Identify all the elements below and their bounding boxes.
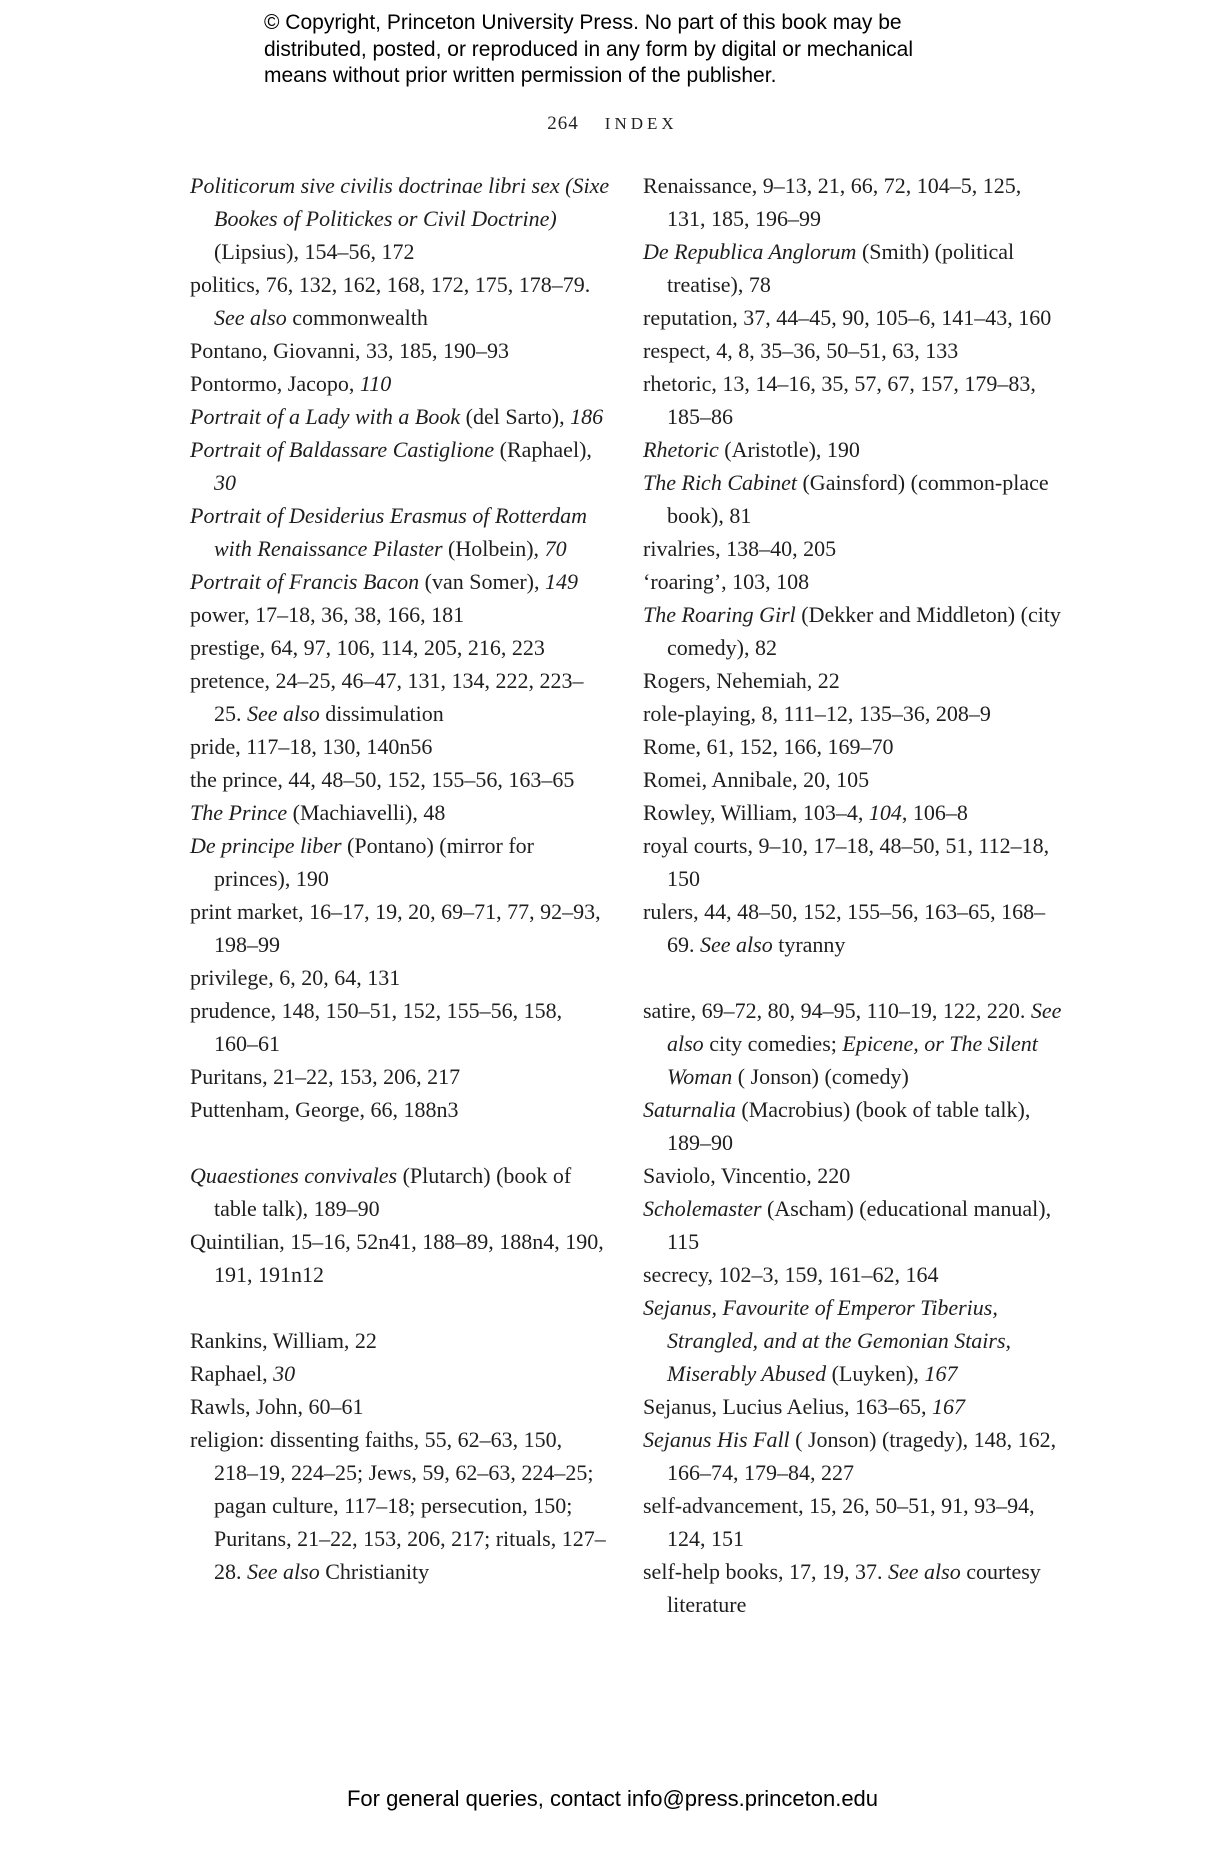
index-entry: [190, 268, 610, 334]
index-entry: [643, 598, 1063, 664]
entry-italic-text: 186: [570, 404, 604, 429]
index-entry: [190, 895, 610, 961]
entry-text: dissimulation: [319, 701, 444, 726]
entry-text: the prince, 44, 48–50, 152, 155–56, 163–65: [190, 767, 575, 792]
entry-text: pretence, 24–25, 46–47, 131, 134, 222, 223–25.: [190, 668, 584, 726]
index-entry: [190, 1324, 610, 1357]
index-entry: [190, 334, 610, 367]
index-entry: [190, 367, 610, 400]
entry-text: , 106–8: [901, 800, 968, 825]
entry-text: ( Jonson) (comedy): [732, 1064, 909, 1089]
entry-text: courtesy literature: [667, 1559, 1041, 1617]
entry-italic-text: Quaestiones convivales: [190, 1163, 398, 1188]
entry-italic-text: 30: [214, 470, 236, 495]
entry-italic-text: See also: [247, 701, 320, 726]
index-entry: [190, 499, 610, 565]
entry-italic-text: Rhetoric: [643, 437, 719, 462]
index-entry: [190, 169, 610, 268]
entry-italic-text: 30: [273, 1361, 296, 1386]
entry-text: rivalries, 138–40, 205: [643, 536, 837, 561]
index-entry: [190, 1423, 610, 1588]
entry-italic-text: The Rich Cabinet: [643, 470, 797, 495]
index-entry: [643, 1291, 1063, 1390]
entry-text: rulers, 44, 48–50, 152, 155–56, 163–65, 168–69.: [643, 899, 1046, 957]
index-entry: [643, 763, 1063, 796]
entry-italic-text: 104: [868, 800, 902, 825]
entry-text: Puttenham, George, 66, 188n3: [190, 1097, 459, 1122]
copyright-line: means without prior written permission of the publisher.: [264, 64, 777, 87]
entry-text: (Aristotle), 190: [718, 437, 860, 462]
page-number: 264: [547, 113, 579, 134]
index-entry: [190, 1159, 610, 1225]
entry-text: (Lipsius), 154–56, 172: [214, 239, 415, 264]
index-entry: [190, 961, 610, 994]
index-entry: [643, 433, 1063, 466]
index-entry: [190, 1060, 610, 1093]
entry-text: respect, 4, 8, 35–36, 50–51, 63, 133: [643, 338, 959, 363]
entry-text: self-help books, 17, 19, 37.: [643, 1559, 889, 1584]
letter-section-gap: [643, 961, 1063, 994]
entry-text: Sejanus, Lucius Aelius, 163–65,: [643, 1394, 933, 1419]
entry-text: Quintilian, 15–16, 52n41, 188–89, 188n4, 190, 191, 191n12: [190, 1229, 604, 1287]
entry-text: power, 17–18, 36, 38, 166, 181: [190, 602, 465, 627]
index-entry: [643, 895, 1063, 961]
entry-text: religion: dissenting faiths, 55, 62–63, 150, 218–19, 224–25; Jews, 59, 62–63, 224–25; pagan culture, 117–18; persecution, 150; Puritans, 21–22, 153, 206, 217; rituals, 127–28.: [190, 1427, 606, 1584]
letter-section-gap: [190, 1126, 610, 1159]
entry-text: Puritans, 21–22, 153, 206, 217: [190, 1064, 461, 1089]
index-entry: [190, 598, 610, 631]
entry-text: (Smith) (political treatise), 78: [667, 239, 1015, 297]
index-entry: [643, 367, 1063, 433]
index-entry: [190, 664, 610, 730]
index-entry: [190, 433, 610, 499]
index-entry: [190, 565, 610, 598]
entry-text: city comedies;: [703, 1031, 843, 1056]
letter-section-gap: [190, 1291, 610, 1324]
entry-italic-text: Portrait of Desiderius Erasmus of Rotterdam with Renaissance Pilaster: [190, 503, 588, 561]
entry-italic-text: Scholemaster: [643, 1196, 762, 1221]
index-entry: [643, 796, 1063, 829]
entry-text: pride, 117–18, 130, 140n56: [190, 734, 433, 759]
entry-italic-text: 110: [359, 371, 392, 396]
entry-italic-text: Saturnalia: [643, 1097, 736, 1122]
entry-text: (van Somer),: [419, 569, 546, 594]
index-column-left: [190, 169, 610, 1588]
entry-text: Rome, 61, 152, 166, 169–70: [643, 734, 894, 759]
entry-text: (Ascham) (educational manual), 115: [667, 1196, 1052, 1254]
entry-text: ‘roaring’, 103, 108: [643, 569, 810, 594]
entry-italic-text: Portrait of Francis Bacon: [190, 569, 420, 594]
index-entry: [190, 1390, 610, 1423]
entry-italic-text: The Prince: [190, 800, 288, 825]
entry-text: prudence, 148, 150–51, 152, 155–56, 158, 160–61: [190, 998, 563, 1056]
index-entry: [643, 466, 1063, 532]
entry-text: role-playing, 8, 111–12, 135–36, 208–9: [643, 701, 991, 726]
index-entry: [190, 400, 610, 433]
index-entry: [190, 1225, 610, 1291]
entry-text: (Holbein),: [442, 536, 545, 561]
entry-text: Rowley, William, 103–4,: [643, 800, 869, 825]
entry-italic-text: Sejanus, Favourite of Emperor Tiberius, Strangled, and at the Gemonian Stairs, Miserably Abused: [643, 1295, 1012, 1386]
entry-text: Renaissance, 9–13, 21, 66, 72, 104–5, 125, 131, 185, 196–99: [643, 173, 1022, 231]
index-entry: [190, 994, 610, 1060]
entry-text: commonwealth: [286, 305, 428, 330]
entry-italic-text: De Republica Anglorum: [643, 239, 857, 264]
entry-text: politics, 76, 132, 162, 168, 172, 175, 178–79.: [190, 272, 591, 297]
index-entry: [643, 829, 1063, 895]
entry-text: (Raphael),: [494, 437, 592, 462]
entry-text: Pontano, Giovanni, 33, 185, 190–93: [190, 338, 509, 363]
index-entry: [190, 631, 610, 664]
entry-text: (Pontano) (mirror for princes), 190: [214, 833, 534, 891]
entry-text: reputation, 37, 44–45, 90, 105–6, 141–43, 160: [643, 305, 1052, 330]
entry-text: rhetoric, 13, 14–16, 35, 57, 67, 157, 179–83, 185–86: [643, 371, 1036, 429]
entry-text: ( Jonson) (tragedy), 148, 162, 166–74, 179–84, 227: [667, 1427, 1057, 1485]
entry-italic-text: Portrait of Baldassare Castiglione: [190, 437, 495, 462]
index-entry: [190, 763, 610, 796]
index-entry: [643, 1423, 1063, 1489]
index-entry: [643, 565, 1063, 598]
entry-text: Rogers, Nehemiah, 22: [643, 668, 840, 693]
copyright-notice: [264, 10, 1024, 90]
entry-italic-text: Epicene, or The Silent Woman: [667, 1031, 1038, 1089]
entry-text: self-advancement, 15, 26, 50–51, 91, 93–94, 124, 151: [643, 1493, 1035, 1551]
entry-text: satire, 69–72, 80, 94–95, 110–19, 122, 220.: [643, 998, 1031, 1023]
entry-text: Rankins, William, 22: [190, 1328, 377, 1353]
entry-text: Raphael,: [190, 1361, 274, 1386]
entry-italic-text: 70: [544, 536, 567, 561]
index-entry: [643, 169, 1063, 235]
running-head: [0, 113, 1225, 135]
entry-italic-text: See also: [247, 1559, 320, 1584]
entry-italic-text: See also: [700, 932, 773, 957]
entry-text: Rawls, John, 60–61: [190, 1394, 364, 1419]
index-entry: [643, 235, 1063, 301]
index-entry: [643, 697, 1063, 730]
entry-italic-text: See also: [888, 1559, 961, 1584]
entry-italic-text: Portrait of a Lady with a Book: [190, 404, 461, 429]
entry-italic-text: See also: [667, 998, 1062, 1056]
entry-text: (Macrobius) (book of table talk), 189–90: [667, 1097, 1031, 1155]
index-column-right: [643, 169, 1063, 1621]
index-entry: [190, 1357, 610, 1390]
entry-italic-text: 167: [932, 1394, 966, 1419]
index-entry: [643, 1555, 1063, 1621]
entry-italic-text: See also: [214, 305, 287, 330]
index-entry: [643, 730, 1063, 763]
entry-text: (Luyken),: [826, 1361, 925, 1386]
copyright-line: distributed, posted, or reproduced in any form by digital or mechanical: [264, 37, 914, 61]
copyright-line: © Copyright, Princeton University Press. No part of this book may be: [264, 11, 902, 34]
index-entry: [190, 829, 610, 895]
index-entry: [643, 1159, 1063, 1192]
entry-text: Christianity: [319, 1559, 430, 1584]
index-entry: [643, 664, 1063, 697]
entry-italic-text: Politicorum sive civilis doctrinae libri sex (Sixe Bookes of Politickes or Civil Doctrine): [190, 173, 610, 231]
entry-italic-text: 167: [924, 1361, 958, 1386]
entry-text: secrecy, 102–3, 159, 161–62, 164: [643, 1262, 939, 1287]
index-entry: [643, 532, 1063, 565]
footer-contact: For general queries, contact info@press.princeton.edu: [346, 1786, 879, 1811]
entry-text: (Gainsford) (common-place book), 81: [667, 470, 1049, 528]
index-entry: [643, 1390, 1063, 1423]
entry-italic-text: 149: [545, 569, 579, 594]
index-entry: [190, 796, 610, 829]
entry-text: (del Sarto),: [460, 404, 571, 429]
index-entry: [643, 334, 1063, 367]
entry-text: (Machiavelli), 48: [287, 800, 446, 825]
entry-italic-text: De principe liber: [190, 833, 342, 858]
entry-text: Pontormo, Jacopo,: [190, 371, 360, 396]
index-entry: [190, 1093, 610, 1126]
entry-text: tyranny: [772, 932, 846, 957]
index-entry: [190, 730, 610, 763]
entry-italic-text: Sejanus His Fall: [643, 1427, 790, 1452]
index-entry: [643, 1258, 1063, 1291]
entry-text: royal courts, 9–10, 17–18, 48–50, 51, 112–18, 150: [643, 833, 1050, 891]
entry-text: Romei, Annibale, 20, 105: [643, 767, 870, 792]
index-entry: [643, 1489, 1063, 1555]
index-entry: [643, 1192, 1063, 1258]
index-entry: [643, 1093, 1063, 1159]
entry-text: Saviolo, Vincentio, 220: [643, 1163, 851, 1188]
section-title: INDEX: [604, 114, 678, 133]
entry-text: (Plutarch) (book of table talk), 189–90: [214, 1163, 572, 1221]
index-entry: [643, 301, 1063, 334]
entry-text: prestige, 64, 97, 106, 114, 205, 216, 223: [190, 635, 545, 660]
entry-text: (Dekker and Middleton) (city comedy), 82: [667, 602, 1061, 660]
entry-text: privilege, 6, 20, 64, 131: [190, 965, 401, 990]
entry-text: print market, 16–17, 19, 20, 69–71, 77, 92–93, 198–99: [190, 899, 601, 957]
index-entry: [643, 994, 1063, 1093]
entry-italic-text: The Roaring Girl: [643, 602, 796, 627]
